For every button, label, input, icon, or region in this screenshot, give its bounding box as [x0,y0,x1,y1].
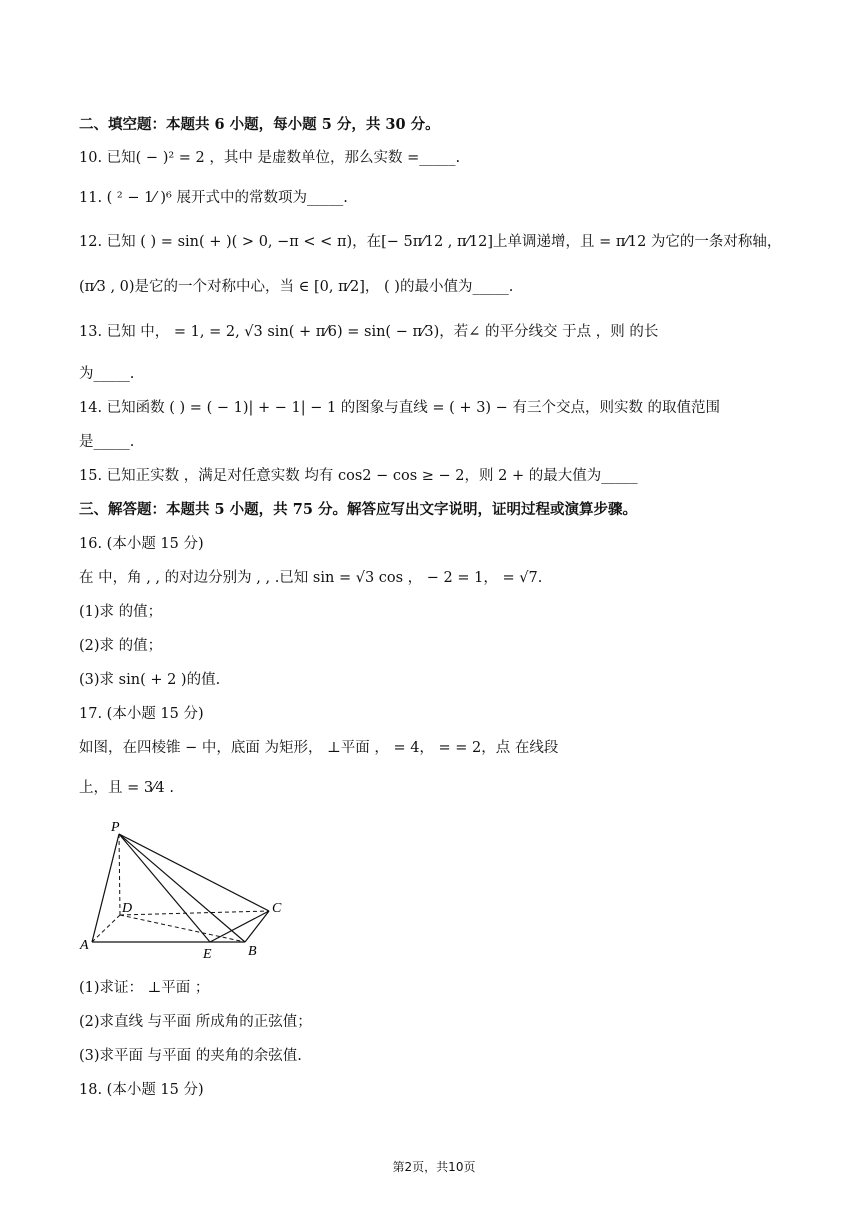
question-14-line2: 是_____. [79,434,135,450]
question-13-line2: 为_____. [79,366,135,382]
question-13-line1: 13. 已知 中， = 1, = 2, √3 sin( + π⁄6) = sin( − π⁄3)，若∠ 的平分线交 于点 ，则 的长 [79,324,659,340]
question-16-title: 16. (本小题 15 分) [79,536,204,552]
label-C: C [272,901,282,916]
question-15: 15. 已知正实数 ，满足对任意实数 均有 cos2 − cos ≥ − 2，则 2 + 的最大值为_____ [79,468,638,484]
question-16-part1: (1)求 的值； [79,604,163,620]
question-17-part1: (1)求证： ⊥平面 ； [79,980,210,996]
question-14-line1: 14. 已知函数 ( ) = ( − 1)| + − 1| − 1 的图象与直线 = ( + 3) − 有三个交点，则实数 的取值范围 [79,400,721,416]
label-D: D [122,901,133,916]
question-16-part2: (2)求 的值； [79,638,163,654]
question-17-part3: (3)求平面 与平面 的夹角的余弦值. [79,1048,302,1064]
question-17-body-line2: 上，且 = 3⁄4 . [79,780,174,796]
label-P: P [111,820,120,835]
question-18-title: 18. (本小题 15 分) [79,1082,204,1098]
page-footer: 第2页，共10页 [392,1160,476,1174]
question-17-body-line1: 如图，在四棱锥 − 中，底面 为矩形， ⊥平面 ， = 4， = = 2，点 在线段 [79,740,559,756]
label-B: B [248,944,257,959]
question-16-body: 在 中，角 , , 的对边分别为 , , .已知 sin = √3 cos ， − 2 = 1， = √7. [79,570,543,586]
question-17-title: 17. (本小题 15 分) [79,706,204,722]
question-11: 11. ( ² − 1⁄ )⁶ 展开式中的常数项为_____. [79,190,348,206]
pyramid-figure [75,812,295,962]
label-E: E [203,947,212,962]
question-10: 10. 已知( − )² = 2 ，其中 是虚数单位，那么实数 =_____. [79,150,461,166]
section3-heading: 三、解答题：本题共 5 小题，共 75 分。解答应写出文字说明，证明过程或演算步骤。 [79,501,637,518]
question-16-part3: (3)求 sin( + 2 )的值. [79,672,221,688]
label-A: A [80,938,89,953]
question-12-line2: (π⁄3 , 0)是它的一个对称中心，当 ∈ [0, π⁄2]， ( )的最小值为_____. [79,279,514,295]
section2-heading: 二、填空题：本题共 6 小题，每小题 5 分，共 30 分。 [79,116,440,133]
question-17-part2: (2)求直线 与平面 所成角的正弦值； [79,1014,312,1030]
question-12-line1: 12. 已知 ( ) = sin( + )( > 0, −π < < π)，在[− 5π⁄12 , π⁄12]上单调递增，且 = π⁄12 为它的一条对称轴， [79,234,782,250]
